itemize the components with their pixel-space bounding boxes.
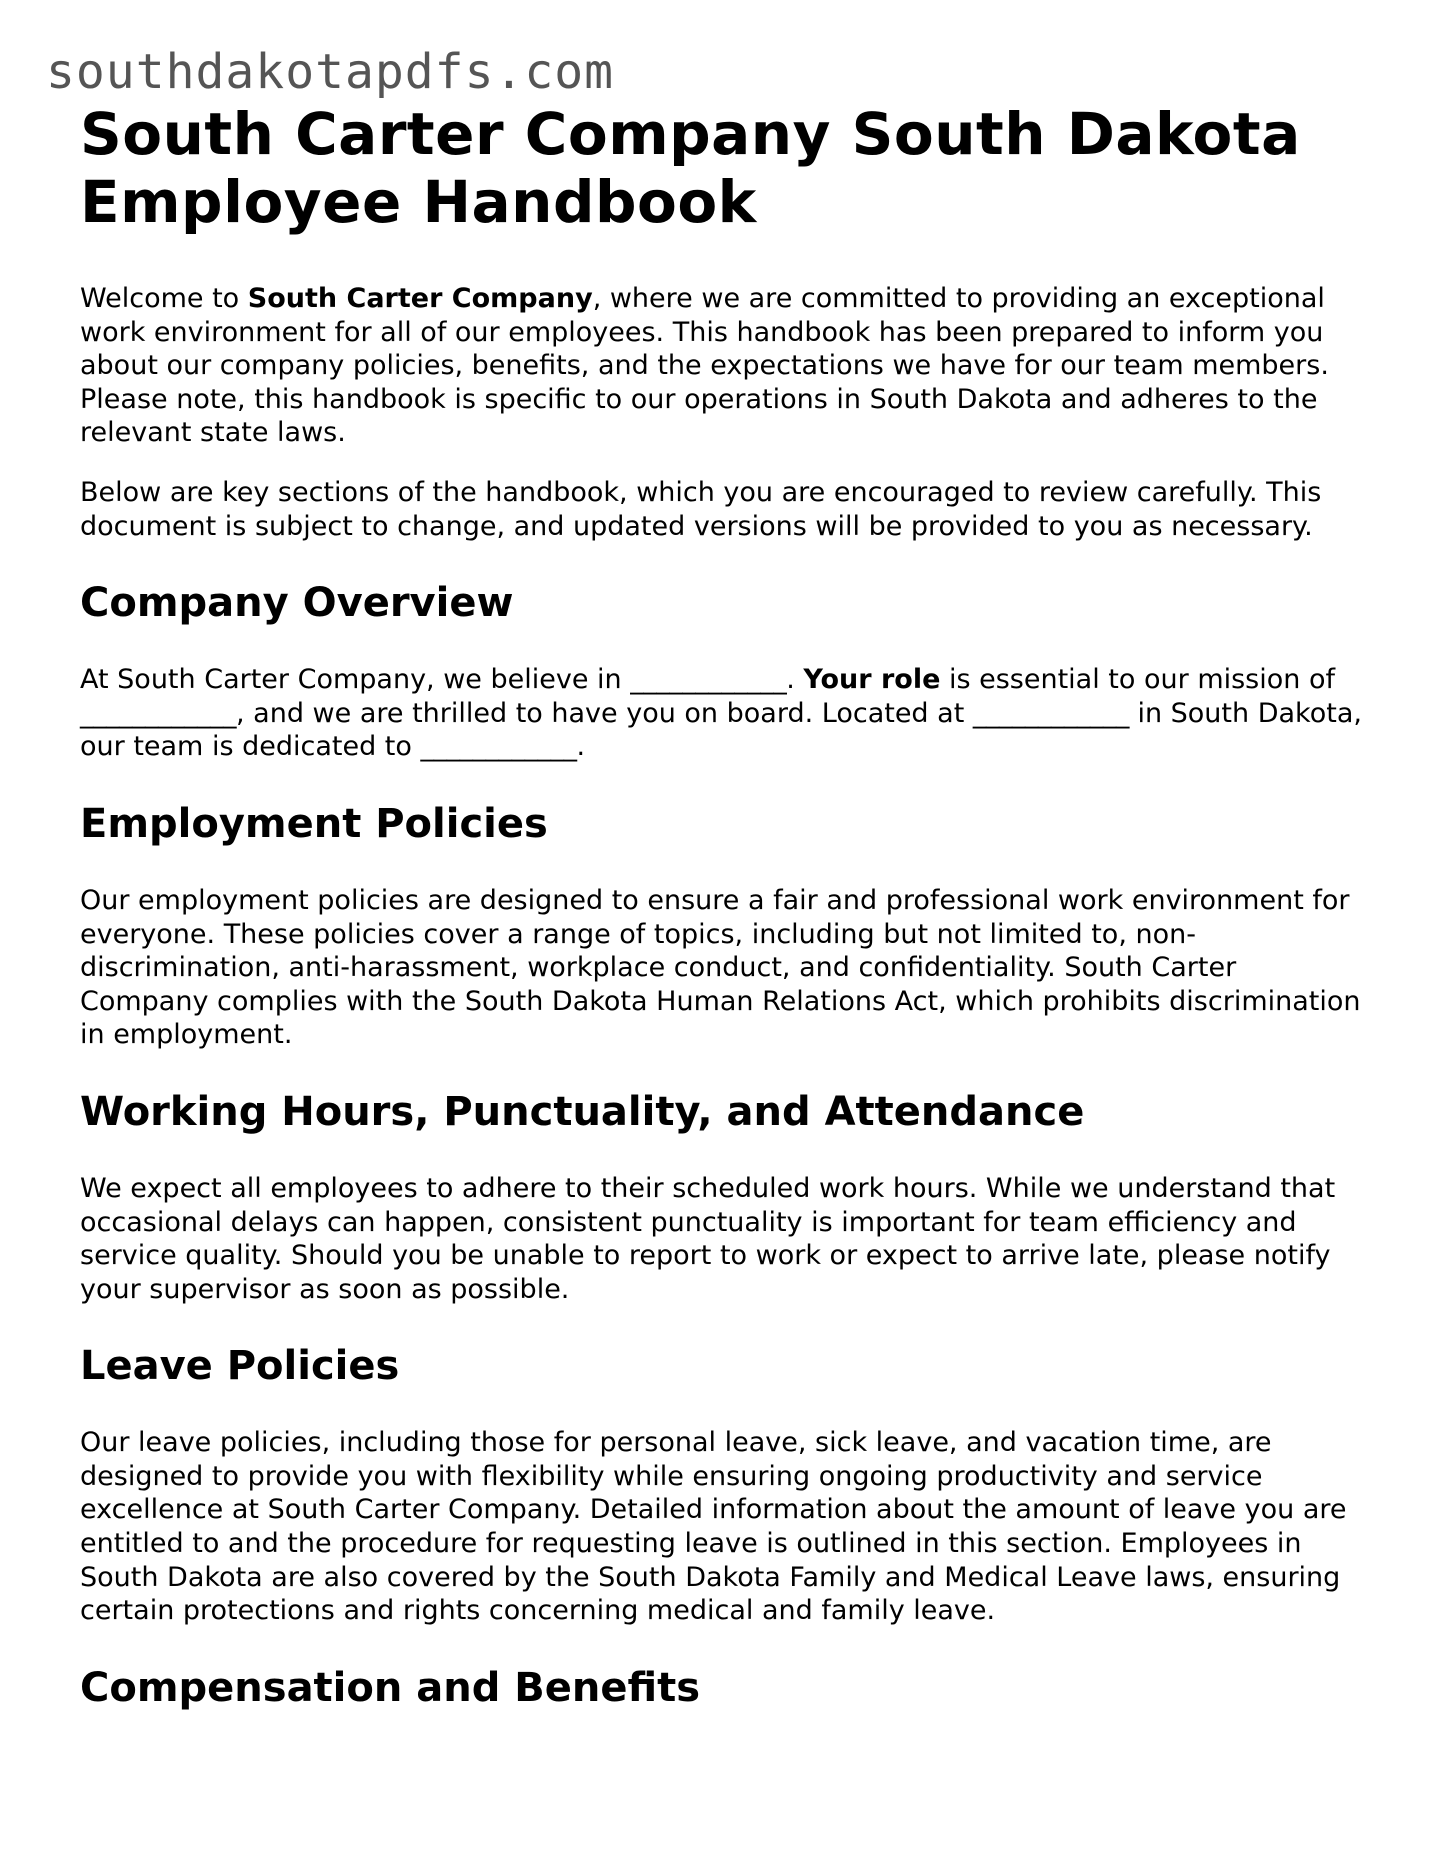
sections-note-paragraph: Below are key sections of the handbook, which you are encouraged to review carefully. This document is subject to change, and updated versions will be provided to you as necessary. xyxy=(80,476,1322,542)
blank-field-location: ____________ xyxy=(972,697,1129,729)
your-role-bold: Your role xyxy=(803,664,941,696)
welcome-prefix: Welcome to xyxy=(80,283,248,314)
overview-text-6: . xyxy=(576,731,586,763)
welcome-text: , where we are committed to providing an exceptional work environment for all of our employees. This handbook has been prepared to inform you about our company policies, benefits, and the expectations we have for our team members. Please note, this handbook is specific to our operations in South Dakota and adheres to the relevant state laws. xyxy=(80,283,1329,449)
employment-policies-paragraph: Our employment policies are designed to ensure a fair and professional work environment for everyone. These policies cover a range of topics, including but not limited to, non-discrimination, anti-harassment, workplace conduct, and confidentiality. South Carter Company complies with the South Dakota Human Relations Act, which prohibits discrimination in employment. xyxy=(80,884,1361,1051)
watermark: southdakotapdfs.com xyxy=(46,44,615,100)
leave-policies-heading: Leave Policies xyxy=(80,1343,400,1390)
employment-policies-heading: Employment Policies xyxy=(80,800,548,847)
overview-text-1: At South Carter Company, we believe in xyxy=(80,664,631,696)
overview-text-5: in South Dakota, our team is dedicated to xyxy=(80,697,1362,763)
company-overview-paragraph xyxy=(80,663,1370,764)
company-name: South Carter Company xyxy=(247,283,593,314)
document-page xyxy=(80,100,1370,1714)
working-hours-paragraph: We expect all employees to adhere to their scheduled work hours. While we understand that occasional delays can happen, consistent punctuality is important for team efficiency and service quality. Should you be unable to report to work or expect to arrive late, please notify your supervisor as soon as possible. xyxy=(80,1172,1336,1305)
blank-field-mission: ____________ xyxy=(80,697,236,729)
company-overview-heading: Company Overview xyxy=(80,580,514,627)
working-hours-heading: Working Hours, Punctuality, and Attendance xyxy=(80,1088,1085,1135)
blank-field-dedication: ____________ xyxy=(420,731,577,763)
document-title: South Carter Company South Dakota Employee Handbook xyxy=(80,100,1301,236)
overview-text-3: is essential to our mission of xyxy=(940,664,1335,696)
welcome-paragraph xyxy=(80,282,1370,450)
overview-text-2: . xyxy=(786,664,804,696)
overview-text-4: , and we are thrilled to have you on board. Located at xyxy=(236,697,973,729)
blank-field-belief: ____________ xyxy=(630,664,787,696)
compensation-benefits-heading: Compensation and Benefits xyxy=(80,1664,701,1711)
leave-policies-paragraph: Our leave policies, including those for personal leave, sick leave, and vacation time, are designed to provide you with flexibility while ensuring ongoing productivity and service excellence at South Carter Company. Detailed information about the amount of leave you are entitled to and the procedure for requesting leave is outlined in this section. Employees in South Dakota are also covered by the South Dakota Family and Medical Leave laws, ensuring certain protections and rights concerning medical and family leave. xyxy=(80,1427,1347,1627)
